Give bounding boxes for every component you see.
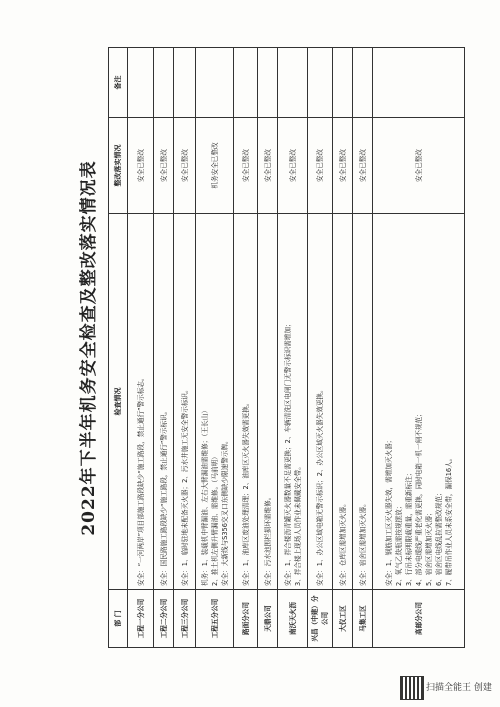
table-row	[196, 48, 234, 648]
page-title: 2022年下半年机务安全检查及整改落实情况表	[79, 160, 99, 536]
table-body	[128, 48, 465, 648]
row-note	[154, 48, 174, 118]
check-line: 安全：污水池围栏损坏需维修。	[263, 493, 272, 586]
row-note	[353, 48, 373, 118]
row-dept: 天鼎公司	[258, 590, 278, 648]
check-line: 安全：1、临时驻地未配备灭火器；2、污水井施工无安全警示标识。	[180, 386, 189, 586]
row-note	[373, 48, 465, 118]
table-row	[258, 48, 278, 648]
header-note: 备注	[109, 48, 128, 118]
header-dept: 部 门	[109, 590, 128, 648]
row-note	[234, 48, 258, 118]
row-check	[333, 214, 353, 590]
row-check	[278, 214, 308, 590]
table-row	[373, 48, 465, 648]
check-line: 5、宿舍区需增加灭火器；	[424, 509, 433, 586]
check-line: 2、氧气乙炔瓶需按规摆放；	[394, 502, 403, 586]
row-check	[308, 214, 333, 590]
row-note	[128, 48, 154, 118]
row-rectification: 安全已整改	[128, 118, 154, 214]
row-dept: 工程三分公司	[174, 590, 196, 648]
check-line: 7、履带吊作业人员未系安全带，漏保16人。	[444, 454, 453, 586]
check-line: 安全：1、钢筋加工区灭火器失效，需增加灭火器；	[384, 436, 393, 586]
row-check	[258, 214, 278, 590]
row-dept: 兴昌（中建）分公司	[308, 590, 333, 648]
row-rectification: 安全已整改	[278, 118, 308, 214]
row-check	[373, 214, 465, 590]
check-line: 安全：国民路施工路段缺少“施工路段，禁止通行”警示标识。	[159, 407, 168, 586]
row-rectification: 安全已整改	[234, 118, 258, 214]
table-row	[278, 48, 308, 648]
row-check	[353, 214, 373, 590]
qr-code-icon	[400, 676, 424, 700]
row-rectification: 安全已整改	[174, 118, 196, 214]
row-note	[308, 48, 333, 118]
table-row	[308, 48, 333, 648]
row-note	[258, 48, 278, 118]
row-check	[174, 214, 196, 590]
check-line: 3、行吊未标明限载重量，需重新标注；	[404, 469, 413, 586]
header-rectification: 整改落实情况	[109, 118, 128, 214]
check-line: 3、拌合楼上现场人员作业未佩戴安全带。	[293, 463, 302, 586]
row-dept: 高邮分公司	[373, 590, 465, 648]
check-line: 机务：1、装载机中臂漏油、左右大臂漏油需维修；（王长山）	[200, 407, 209, 586]
rotated-table-area	[72, 48, 462, 648]
row-check	[234, 214, 258, 590]
scanner-brand: 扫描全能王 创建	[426, 683, 492, 693]
row-dept: 路面分公司	[234, 590, 258, 648]
check-line: 4、部分电缆线严重老化需更换，同时电箱一机一闸不规范；	[414, 410, 423, 586]
row-rectification: 安全已整改	[353, 118, 373, 214]
table-row	[333, 48, 353, 648]
table-row	[353, 48, 373, 648]
check-line: 安全：“一河两岸”项目部施工路段缺少“施工路段，禁止通行”警示标志。	[136, 374, 145, 586]
check-line: 安全：1、办公区域电箱无警示标识；2、办公区域灭火器失效更换。	[316, 386, 324, 586]
row-dept: 马集工区	[353, 590, 373, 648]
row-note	[333, 48, 353, 118]
row-note	[174, 48, 196, 118]
check-line: 6、宿舍区电线乱拉需整改规范；	[434, 489, 443, 586]
row-check	[128, 214, 154, 590]
check-line: 安全：1、油库区废油处理清理；2、油库区灭火器失效需更换。	[241, 399, 250, 586]
row-note	[196, 48, 234, 118]
row-dept: 工程一分公司	[128, 590, 154, 648]
row-rectification: 安全已整改	[373, 118, 465, 214]
check-line: 安全：大新线与S356交叉口东侧缺少限速警示牌。	[220, 437, 229, 586]
row-rectification: 安全已整改	[333, 118, 353, 214]
inspection-table	[108, 47, 465, 648]
row-dept: 工程五分公司	[196, 590, 234, 648]
row-dept: 南沃天火沥	[278, 590, 308, 648]
table-row	[174, 48, 196, 648]
scanner-watermark	[400, 672, 500, 702]
check-line: 安全：仓库区需增加灭火器。	[338, 500, 347, 586]
row-rectification: 安全已整改	[154, 118, 174, 214]
row-check	[154, 214, 174, 590]
check-line: 2、推土机左侧升臂漏油、需维修。（马前明）	[210, 453, 219, 586]
check-line: 安全：宿舍区需增加灭火器。	[358, 500, 367, 586]
row-rectification: 机务安全已整改	[196, 118, 234, 214]
table-header-row	[109, 48, 128, 648]
row-rectification: 安全已整改	[258, 118, 278, 214]
table-row	[154, 48, 174, 648]
check-line: 安全：1、拌合楼沥青罐灭火器数量不足需更换；2、车辆清洗区电闸门无警示标识需增加；	[283, 320, 292, 586]
header-check: 检查情况	[109, 214, 128, 590]
row-rectification: 安全已整改	[308, 118, 333, 214]
table-row	[234, 48, 258, 648]
row-check	[196, 214, 234, 590]
table-row	[128, 48, 154, 648]
row-dept: 工程二分公司	[154, 590, 174, 648]
row-note	[278, 48, 308, 118]
row-dept: 大仪工区	[333, 590, 353, 648]
